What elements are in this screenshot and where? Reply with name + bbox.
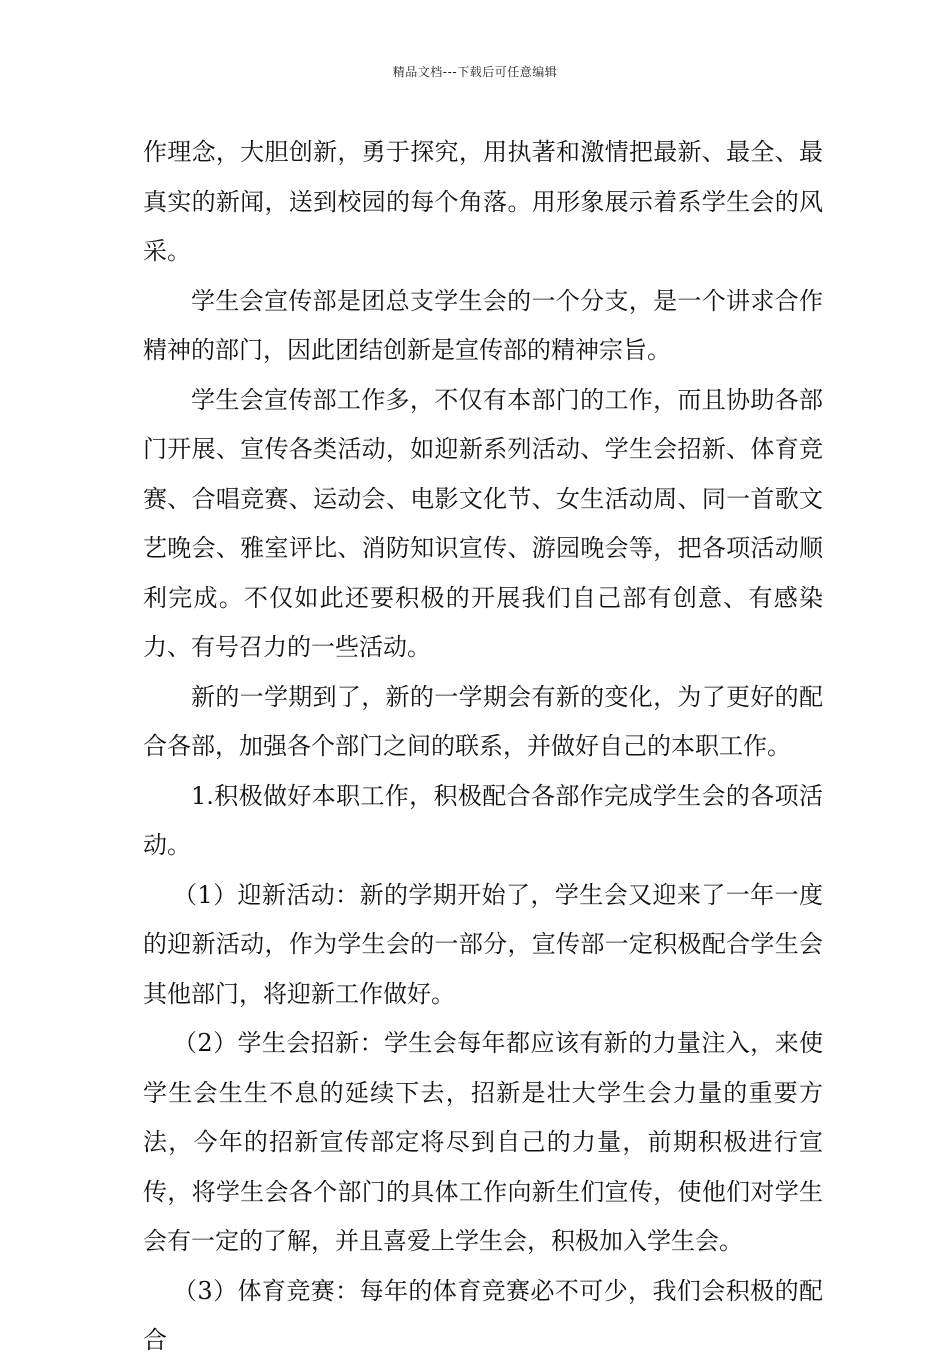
paragraph-6: （1）迎新活动：新的学期开始了，学生会又迎来了一年一度的迎新活动，作为学生会的一部分，宣传部一定积极配合学生会其他部门，将迎新工作做好。 (143, 880, 823, 1008)
document-body (143, 128, 823, 1366)
paragraph-4: 新的一学期到了，新的一学期会有新的变化，为了更好的配合各部，加强各个部门之间的联系，并做好自己的本职工作。 (143, 682, 823, 760)
paragraph-5: 1.积极做好本职工作，积极配合各部作完成学生会的各项活动。 (143, 781, 823, 859)
paragraph-8: （3）体育竞赛：每年的体育竞赛必不可少，我们会积极的配合 (143, 1276, 823, 1354)
page-header: 精品文档---下载后可任意编辑 (392, 65, 558, 79)
paragraph-2: 学生会宣传部是团总支学生会的一个分支，是一个讲求合作精神的部门，因此团结创新是宣传部的精神宗旨。 (143, 286, 823, 364)
paragraph-7: （2）学生会招新：学生会每年都应该有新的力量注入，来使学生会生生不息的延续下去，招新是壮大学生会力量的重要方法，今年的招新宣传部定将尽到自己的力量，前期积极进行宣传，将学生会各个部门的具体工作向新生们宣传，使他们对学生会有一定的了解，并且喜爱上学生会，积极加入学生会。 (143, 1029, 823, 1255)
paragraph-1: 作理念，大胆创新，勇于探究，用执著和激情把最新、最全、最真实的新闻，送到校园的每个角落。用形象展示着系学生会的风采。 (143, 138, 823, 265)
paragraph-3: 学生会宣传部工作多，不仅有本部门的工作，而且协助各部门开展、宣传各类活动，如迎新系列活动、学生会招新、体育竞赛、合唱竞赛、运动会、电影文化节、女生活动周、同一首歌文艺晚会、雅室评比、消防知识宣传、游园晚会等，把各项活动顺利完成。不仅如此还要积极的开展我们自己部有创意、有感染力、有号召力的一些活动。 (143, 385, 823, 661)
